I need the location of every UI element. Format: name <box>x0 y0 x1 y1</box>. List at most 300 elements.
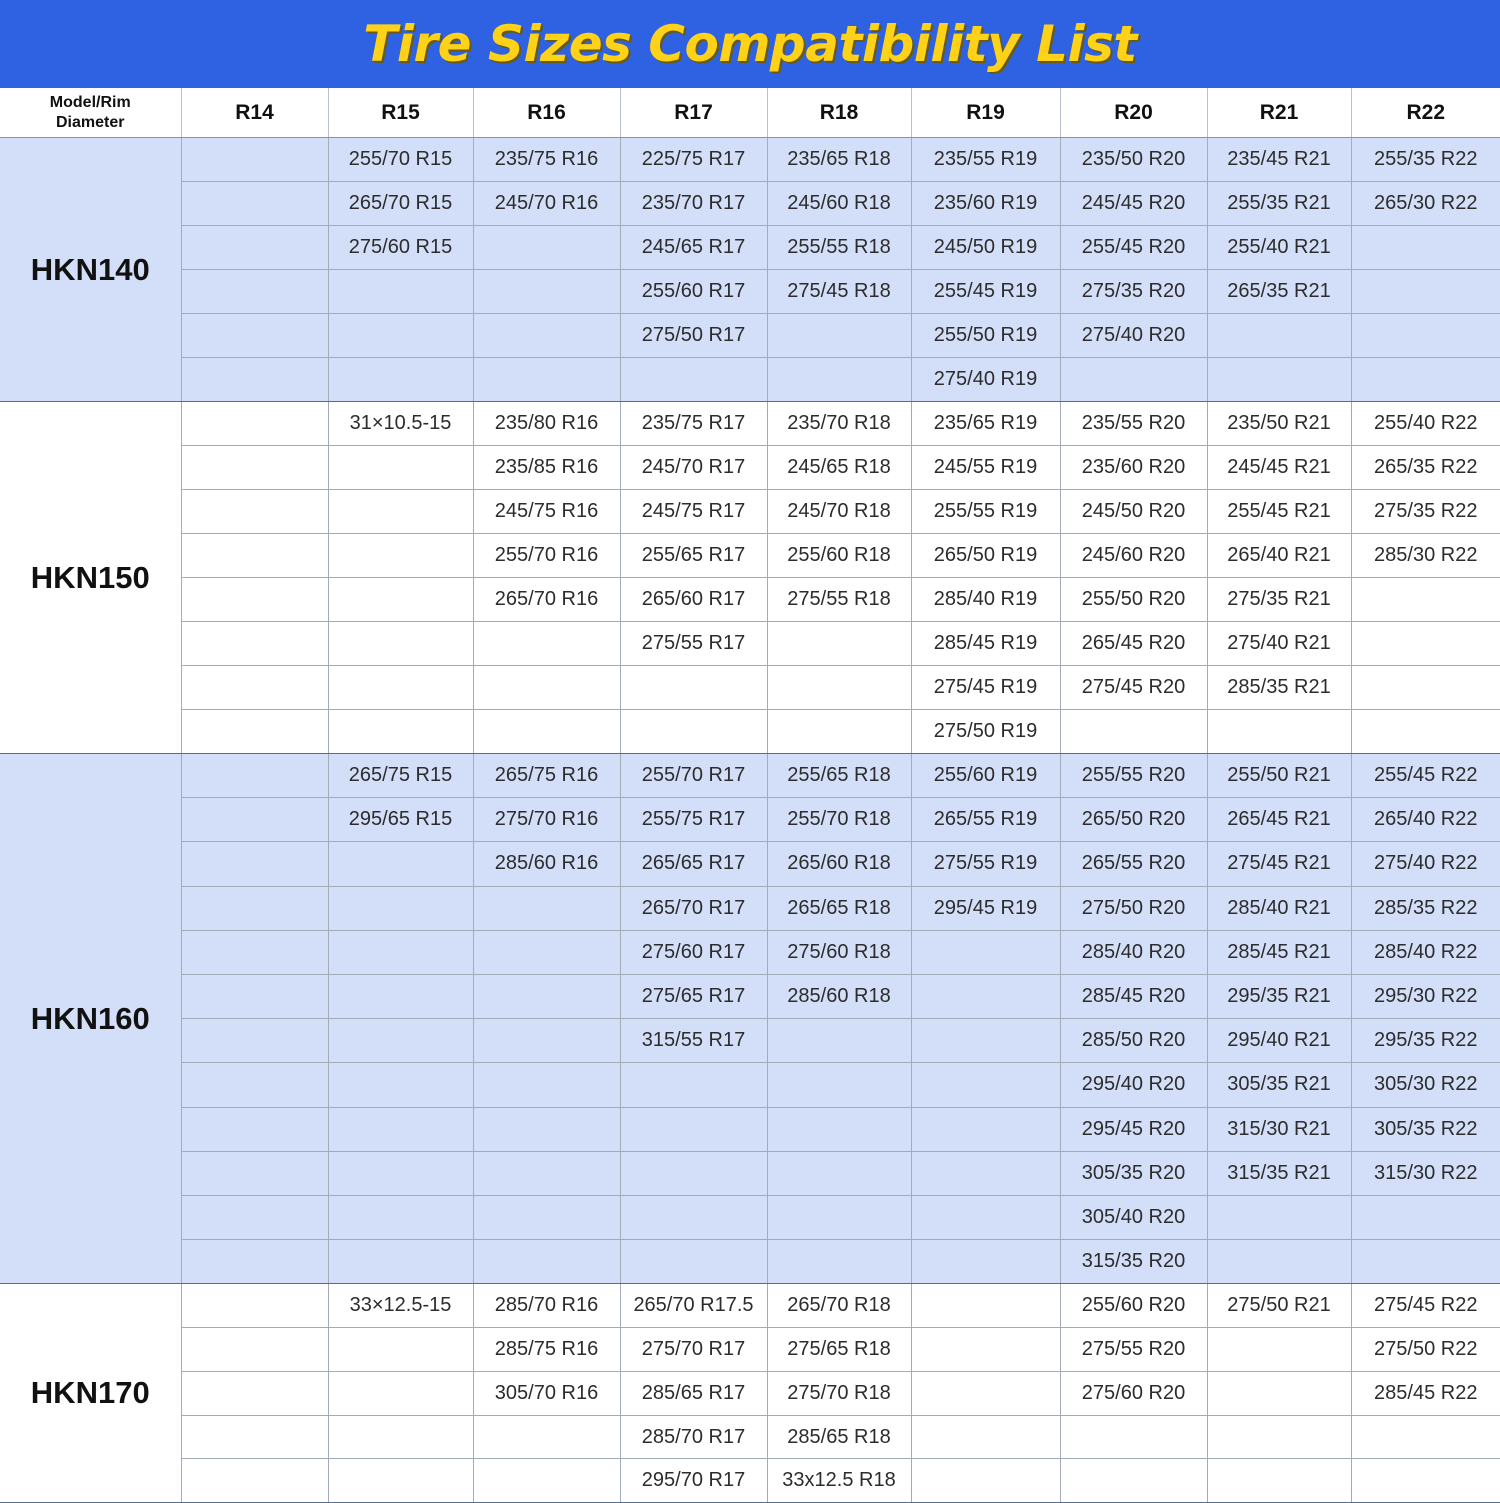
compatibility-table <box>0 88 1500 1503</box>
table-row <box>0 754 1500 798</box>
tire-size-cell: 285/70 R16 <box>473 1284 620 1328</box>
tire-size-cell <box>767 622 911 666</box>
tire-size-cell: 285/45 R21 <box>1207 930 1351 974</box>
tire-size-cell <box>1351 314 1500 358</box>
tire-size-cell: 265/60 R17 <box>620 578 767 622</box>
tire-size-cell <box>181 358 328 402</box>
tire-size-cell <box>181 490 328 534</box>
tire-size-cell: 265/70 R15 <box>328 182 473 226</box>
tire-size-cell <box>767 710 911 754</box>
tire-size-cell <box>181 1151 328 1195</box>
table-row <box>0 402 1500 446</box>
tire-size-cell <box>328 842 473 886</box>
tire-size-cell: 265/55 R20 <box>1060 842 1207 886</box>
tire-size-cell <box>181 402 328 446</box>
tire-size-cell <box>473 1459 620 1503</box>
tire-size-cell: 245/50 R20 <box>1060 490 1207 534</box>
tire-size-cell: 305/35 R22 <box>1351 1107 1500 1151</box>
tire-size-cell: 255/40 R21 <box>1207 226 1351 270</box>
tire-size-cell: 235/70 R18 <box>767 402 911 446</box>
tire-size-cell: 275/50 R20 <box>1060 886 1207 930</box>
tire-size-cell <box>1351 578 1500 622</box>
model-name-cell: HKN150 <box>0 402 181 754</box>
tire-size-cell: 245/45 R21 <box>1207 446 1351 490</box>
tire-size-cell: 275/55 R19 <box>911 842 1060 886</box>
tire-size-cell <box>328 490 473 534</box>
tire-size-cell: 265/45 R21 <box>1207 798 1351 842</box>
tire-size-cell <box>328 578 473 622</box>
tire-size-cell: 275/60 R17 <box>620 930 767 974</box>
tire-size-cell: 235/65 R19 <box>911 402 1060 446</box>
tire-size-cell <box>911 930 1060 974</box>
table-row <box>0 314 1500 358</box>
tire-size-cell <box>328 886 473 930</box>
tire-size-cell <box>181 1019 328 1063</box>
tire-size-cell: 275/40 R19 <box>911 358 1060 402</box>
tire-size-cell <box>620 1063 767 1107</box>
tire-size-cell <box>181 1107 328 1151</box>
tire-size-cell: 235/70 R17 <box>620 182 767 226</box>
table-row <box>0 1019 1500 1063</box>
tire-size-cell <box>328 622 473 666</box>
tire-size-cell: 265/75 R15 <box>328 754 473 798</box>
table-row <box>0 446 1500 490</box>
tire-size-cell: 315/35 R21 <box>1207 1151 1351 1195</box>
tire-size-cell: 245/70 R18 <box>767 490 911 534</box>
tire-size-cell <box>328 1019 473 1063</box>
tire-size-cell <box>911 1107 1060 1151</box>
tire-size-cell: 33×12.5-15 <box>328 1284 473 1328</box>
tire-size-cell: 285/35 R22 <box>1351 886 1500 930</box>
tire-size-cell <box>473 1107 620 1151</box>
tire-size-cell: 245/60 R20 <box>1060 534 1207 578</box>
tire-size-cell <box>181 622 328 666</box>
tire-size-cell: 245/55 R19 <box>911 446 1060 490</box>
tire-size-cell: 275/45 R19 <box>911 666 1060 710</box>
column-header: R21 <box>1207 88 1351 138</box>
table-row <box>0 578 1500 622</box>
tire-size-cell: 255/55 R18 <box>767 226 911 270</box>
tire-size-cell <box>181 1240 328 1284</box>
tire-size-cell <box>911 1284 1060 1328</box>
column-header: R16 <box>473 88 620 138</box>
table-row <box>0 490 1500 534</box>
tire-size-cell <box>473 974 620 1018</box>
tire-size-cell: 255/70 R18 <box>767 798 911 842</box>
tire-size-cell: 265/55 R19 <box>911 798 1060 842</box>
tire-size-cell: 235/50 R21 <box>1207 402 1351 446</box>
tire-size-cell <box>181 138 328 182</box>
tire-size-cell: 275/70 R18 <box>767 1371 911 1415</box>
tire-size-cell: 255/60 R17 <box>620 270 767 314</box>
tire-size-cell: 295/40 R21 <box>1207 1019 1351 1063</box>
tire-size-cell: 285/45 R19 <box>911 622 1060 666</box>
tire-size-cell <box>1207 1459 1351 1503</box>
table-row <box>0 710 1500 754</box>
tire-size-cell: 255/70 R16 <box>473 534 620 578</box>
tire-size-cell <box>181 930 328 974</box>
tire-size-cell: 285/45 R20 <box>1060 974 1207 1018</box>
tire-size-cell: 275/35 R20 <box>1060 270 1207 314</box>
tire-size-cell <box>620 710 767 754</box>
tire-size-cell <box>1351 226 1500 270</box>
tire-size-cell: 265/45 R20 <box>1060 622 1207 666</box>
tire-size-cell: 245/65 R17 <box>620 226 767 270</box>
tire-size-cell: 285/40 R22 <box>1351 930 1500 974</box>
tire-size-cell <box>328 1195 473 1239</box>
table-row <box>0 358 1500 402</box>
page-title: Tire Sizes Compatibility List <box>363 15 1137 73</box>
tire-size-cell: 255/35 R22 <box>1351 138 1500 182</box>
tire-size-cell: 255/45 R22 <box>1351 754 1500 798</box>
tire-size-cell <box>1207 710 1351 754</box>
tire-size-cell <box>620 358 767 402</box>
tire-size-cell: 235/75 R16 <box>473 138 620 182</box>
tire-size-cell <box>328 1371 473 1415</box>
tire-size-cell <box>473 1151 620 1195</box>
tire-size-cell: 255/40 R22 <box>1351 402 1500 446</box>
tire-size-cell <box>1351 1459 1500 1503</box>
tire-size-cell: 245/65 R18 <box>767 446 911 490</box>
tire-size-cell: 305/35 R21 <box>1207 1063 1351 1107</box>
column-header: R18 <box>767 88 911 138</box>
tire-size-cell: 265/35 R22 <box>1351 446 1500 490</box>
tire-size-cell <box>767 314 911 358</box>
tire-size-cell: 255/70 R17 <box>620 754 767 798</box>
tire-size-cell: 285/60 R18 <box>767 974 911 1018</box>
tire-size-cell <box>328 270 473 314</box>
model-name-cell: HKN140 <box>0 138 181 402</box>
tire-size-cell <box>181 446 328 490</box>
tire-size-cell <box>181 1415 328 1459</box>
model-group-hkn170 <box>0 1284 1500 1503</box>
tire-size-cell <box>181 226 328 270</box>
tire-size-cell <box>620 666 767 710</box>
tire-size-cell <box>767 1019 911 1063</box>
tire-size-cell <box>328 1328 473 1372</box>
tire-size-cell <box>181 534 328 578</box>
tire-size-cell: 255/60 R18 <box>767 534 911 578</box>
table-row <box>0 622 1500 666</box>
tire-size-cell: 265/30 R22 <box>1351 182 1500 226</box>
tire-size-cell: 275/70 R16 <box>473 798 620 842</box>
tire-size-cell <box>911 1240 1060 1284</box>
tire-size-cell: 235/60 R19 <box>911 182 1060 226</box>
model-group-hkn140 <box>0 138 1500 402</box>
tire-size-cell <box>473 1195 620 1239</box>
tire-size-cell: 285/35 R21 <box>1207 666 1351 710</box>
tire-size-cell: 295/70 R17 <box>620 1459 767 1503</box>
tire-size-cell: 235/50 R20 <box>1060 138 1207 182</box>
tire-size-cell: 275/70 R17 <box>620 1328 767 1372</box>
tire-size-cell: 265/70 R16 <box>473 578 620 622</box>
tire-size-cell: 255/45 R21 <box>1207 490 1351 534</box>
header-row <box>0 88 1500 138</box>
tire-size-cell: 295/30 R22 <box>1351 974 1500 1018</box>
tire-size-cell: 285/40 R21 <box>1207 886 1351 930</box>
tire-size-cell: 265/65 R18 <box>767 886 911 930</box>
column-header: R14 <box>181 88 328 138</box>
table-row <box>0 1284 1500 1328</box>
column-header: R22 <box>1351 88 1500 138</box>
tire-size-cell <box>181 270 328 314</box>
tire-size-cell: 315/30 R22 <box>1351 1151 1500 1195</box>
tire-size-cell <box>181 710 328 754</box>
tire-size-cell: 245/45 R20 <box>1060 182 1207 226</box>
tire-size-cell <box>1351 622 1500 666</box>
tire-size-cell <box>181 1284 328 1328</box>
tire-size-cell <box>181 886 328 930</box>
tire-size-cell: 255/60 R19 <box>911 754 1060 798</box>
tire-size-cell <box>911 1459 1060 1503</box>
title-banner <box>0 0 1500 88</box>
table-row <box>0 226 1500 270</box>
tire-size-cell: 285/70 R17 <box>620 1415 767 1459</box>
tire-size-cell <box>181 314 328 358</box>
tire-size-cell: 275/55 R20 <box>1060 1328 1207 1372</box>
tire-size-cell <box>767 358 911 402</box>
corner-header: Model/Rim Diameter <box>0 88 181 138</box>
tire-size-cell <box>328 1459 473 1503</box>
tire-size-cell: 265/70 R17 <box>620 886 767 930</box>
tire-size-cell: 275/40 R21 <box>1207 622 1351 666</box>
table-row <box>0 798 1500 842</box>
tire-size-cell: 285/30 R22 <box>1351 534 1500 578</box>
tire-size-cell: 315/55 R17 <box>620 1019 767 1063</box>
tire-size-cell <box>328 534 473 578</box>
table-row <box>0 974 1500 1018</box>
tire-size-cell: 245/60 R18 <box>767 182 911 226</box>
tire-size-cell <box>473 1019 620 1063</box>
tire-size-cell <box>473 622 620 666</box>
tire-size-cell: 285/50 R20 <box>1060 1019 1207 1063</box>
tire-size-cell: 245/75 R17 <box>620 490 767 534</box>
tire-size-cell: 255/60 R20 <box>1060 1284 1207 1328</box>
tire-size-cell: 265/35 R21 <box>1207 270 1351 314</box>
tire-size-cell <box>767 1063 911 1107</box>
tire-size-cell <box>181 1371 328 1415</box>
tire-size-cell <box>181 1195 328 1239</box>
tire-size-cell <box>328 1151 473 1195</box>
tire-size-cell <box>767 666 911 710</box>
tire-size-cell <box>328 974 473 1018</box>
table-row <box>0 1415 1500 1459</box>
tire-size-cell: 245/50 R19 <box>911 226 1060 270</box>
tire-size-cell <box>911 1063 1060 1107</box>
tire-size-cell: 305/35 R20 <box>1060 1151 1207 1195</box>
tire-size-cell: 235/45 R21 <box>1207 138 1351 182</box>
tire-size-cell: 295/35 R21 <box>1207 974 1351 1018</box>
tire-size-cell: 255/70 R15 <box>328 138 473 182</box>
tire-size-cell <box>181 578 328 622</box>
tire-size-cell <box>1351 270 1500 314</box>
tire-size-cell: 305/40 R20 <box>1060 1195 1207 1239</box>
tire-size-cell: 275/50 R17 <box>620 314 767 358</box>
tire-size-cell <box>620 1240 767 1284</box>
tire-size-cell <box>328 314 473 358</box>
tire-size-cell: 255/50 R21 <box>1207 754 1351 798</box>
tire-size-cell <box>473 1415 620 1459</box>
tire-size-cell: 255/55 R19 <box>911 490 1060 534</box>
tire-size-cell: 235/75 R17 <box>620 402 767 446</box>
tire-size-cell: 255/65 R18 <box>767 754 911 798</box>
tire-size-cell: 275/65 R18 <box>767 1328 911 1372</box>
tire-size-cell <box>473 226 620 270</box>
tire-size-cell <box>181 182 328 226</box>
tire-size-cell: 255/55 R20 <box>1060 754 1207 798</box>
tire-size-cell: 295/45 R20 <box>1060 1107 1207 1151</box>
tire-size-cell <box>767 1151 911 1195</box>
tire-size-cell: 275/45 R18 <box>767 270 911 314</box>
tire-size-cell: 275/35 R22 <box>1351 490 1500 534</box>
tire-size-cell: 275/50 R19 <box>911 710 1060 754</box>
tire-size-cell: 255/50 R19 <box>911 314 1060 358</box>
tire-size-cell: 265/70 R17.5 <box>620 1284 767 1328</box>
tire-size-cell <box>473 886 620 930</box>
tire-size-cell: 245/75 R16 <box>473 490 620 534</box>
tire-size-cell <box>181 1459 328 1503</box>
tire-size-cell: 295/65 R15 <box>328 798 473 842</box>
tire-size-cell <box>1351 666 1500 710</box>
tire-size-cell <box>328 930 473 974</box>
tire-size-cell <box>911 1415 1060 1459</box>
table-row <box>0 930 1500 974</box>
tire-size-cell <box>620 1107 767 1151</box>
tire-size-cell: 295/45 R19 <box>911 886 1060 930</box>
tire-size-cell: 265/75 R16 <box>473 754 620 798</box>
tire-size-cell <box>1207 314 1351 358</box>
table-row <box>0 1240 1500 1284</box>
tire-size-cell <box>473 314 620 358</box>
tire-size-cell: 265/50 R20 <box>1060 798 1207 842</box>
table-row <box>0 1063 1500 1107</box>
tire-size-cell <box>1351 358 1500 402</box>
tire-size-cell: 275/45 R22 <box>1351 1284 1500 1328</box>
column-header: R19 <box>911 88 1060 138</box>
tire-size-cell <box>620 1151 767 1195</box>
tire-size-cell: 245/70 R16 <box>473 182 620 226</box>
table-row <box>0 1107 1500 1151</box>
tire-size-cell: 285/65 R18 <box>767 1415 911 1459</box>
tire-size-cell <box>181 798 328 842</box>
tire-size-cell <box>911 974 1060 1018</box>
tire-size-cell: 235/55 R20 <box>1060 402 1207 446</box>
tire-size-cell <box>1060 358 1207 402</box>
tire-size-cell: 265/40 R22 <box>1351 798 1500 842</box>
tire-size-cell <box>1351 1195 1500 1239</box>
tire-size-cell <box>328 358 473 402</box>
tire-size-cell: 245/70 R17 <box>620 446 767 490</box>
tire-size-cell: 275/65 R17 <box>620 974 767 1018</box>
tire-size-cell: 275/50 R21 <box>1207 1284 1351 1328</box>
table-row <box>0 1459 1500 1503</box>
tire-size-cell: 235/85 R16 <box>473 446 620 490</box>
tire-size-cell: 255/45 R20 <box>1060 226 1207 270</box>
tire-size-cell: 275/60 R15 <box>328 226 473 270</box>
tire-size-cell <box>1060 1415 1207 1459</box>
tire-size-cell <box>767 1195 911 1239</box>
tire-size-cell: 33x12.5 R18 <box>767 1459 911 1503</box>
tire-size-cell <box>911 1151 1060 1195</box>
tire-size-cell: 265/40 R21 <box>1207 534 1351 578</box>
tire-size-cell <box>1351 1240 1500 1284</box>
tire-size-cell: 275/60 R18 <box>767 930 911 974</box>
tire-size-cell: 275/55 R17 <box>620 622 767 666</box>
tire-size-cell <box>1351 1415 1500 1459</box>
tire-size-cell: 285/65 R17 <box>620 1371 767 1415</box>
tire-size-cell <box>181 1328 328 1372</box>
tire-size-cell: 225/75 R17 <box>620 138 767 182</box>
tire-size-cell <box>473 666 620 710</box>
table-row <box>0 138 1500 182</box>
tire-size-cell: 235/60 R20 <box>1060 446 1207 490</box>
tire-size-cell: 255/50 R20 <box>1060 578 1207 622</box>
tire-size-cell: 315/35 R20 <box>1060 1240 1207 1284</box>
tire-size-cell <box>473 358 620 402</box>
table-row <box>0 666 1500 710</box>
tire-size-cell <box>328 1063 473 1107</box>
tire-size-cell: 285/45 R22 <box>1351 1371 1500 1415</box>
table-row <box>0 182 1500 226</box>
column-header: R20 <box>1060 88 1207 138</box>
tire-size-cell: 265/50 R19 <box>911 534 1060 578</box>
tire-size-cell: 255/45 R19 <box>911 270 1060 314</box>
tire-size-cell <box>328 710 473 754</box>
tire-size-cell: 305/30 R22 <box>1351 1063 1500 1107</box>
tire-size-cell: 235/55 R19 <box>911 138 1060 182</box>
tire-size-cell <box>181 754 328 798</box>
model-name-cell: HKN160 <box>0 754 181 1284</box>
model-group-hkn160 <box>0 754 1500 1284</box>
tire-size-cell <box>620 1195 767 1239</box>
column-header: R17 <box>620 88 767 138</box>
tire-size-cell <box>473 930 620 974</box>
tire-size-cell: 235/80 R16 <box>473 402 620 446</box>
tire-size-cell <box>1060 710 1207 754</box>
tire-size-cell: 255/65 R17 <box>620 534 767 578</box>
tire-size-cell <box>181 666 328 710</box>
tire-size-cell: 285/60 R16 <box>473 842 620 886</box>
tire-size-cell <box>328 446 473 490</box>
tire-size-cell: 275/45 R20 <box>1060 666 1207 710</box>
tire-size-cell: 265/70 R18 <box>767 1284 911 1328</box>
table-row <box>0 886 1500 930</box>
model-group-hkn150 <box>0 402 1500 754</box>
tire-size-cell: 265/65 R17 <box>620 842 767 886</box>
tire-size-cell: 255/75 R17 <box>620 798 767 842</box>
tire-size-cell <box>328 1107 473 1151</box>
tire-size-cell <box>1207 1195 1351 1239</box>
tire-size-cell <box>1060 1459 1207 1503</box>
table-row <box>0 1151 1500 1195</box>
table-row <box>0 1195 1500 1239</box>
tire-size-cell <box>473 270 620 314</box>
table-row <box>0 842 1500 886</box>
tire-size-cell: 305/70 R16 <box>473 1371 620 1415</box>
tire-size-cell: 315/30 R21 <box>1207 1107 1351 1151</box>
tire-size-cell: 255/35 R21 <box>1207 182 1351 226</box>
tire-size-cell: 295/40 R20 <box>1060 1063 1207 1107</box>
tire-size-cell <box>473 710 620 754</box>
tire-size-cell: 31×10.5-15 <box>328 402 473 446</box>
table-row <box>0 270 1500 314</box>
table-row <box>0 534 1500 578</box>
tire-size-cell: 275/40 R22 <box>1351 842 1500 886</box>
tire-size-cell <box>911 1195 1060 1239</box>
tire-size-cell <box>473 1240 620 1284</box>
tire-size-cell: 275/40 R20 <box>1060 314 1207 358</box>
tire-size-cell <box>1207 1328 1351 1372</box>
